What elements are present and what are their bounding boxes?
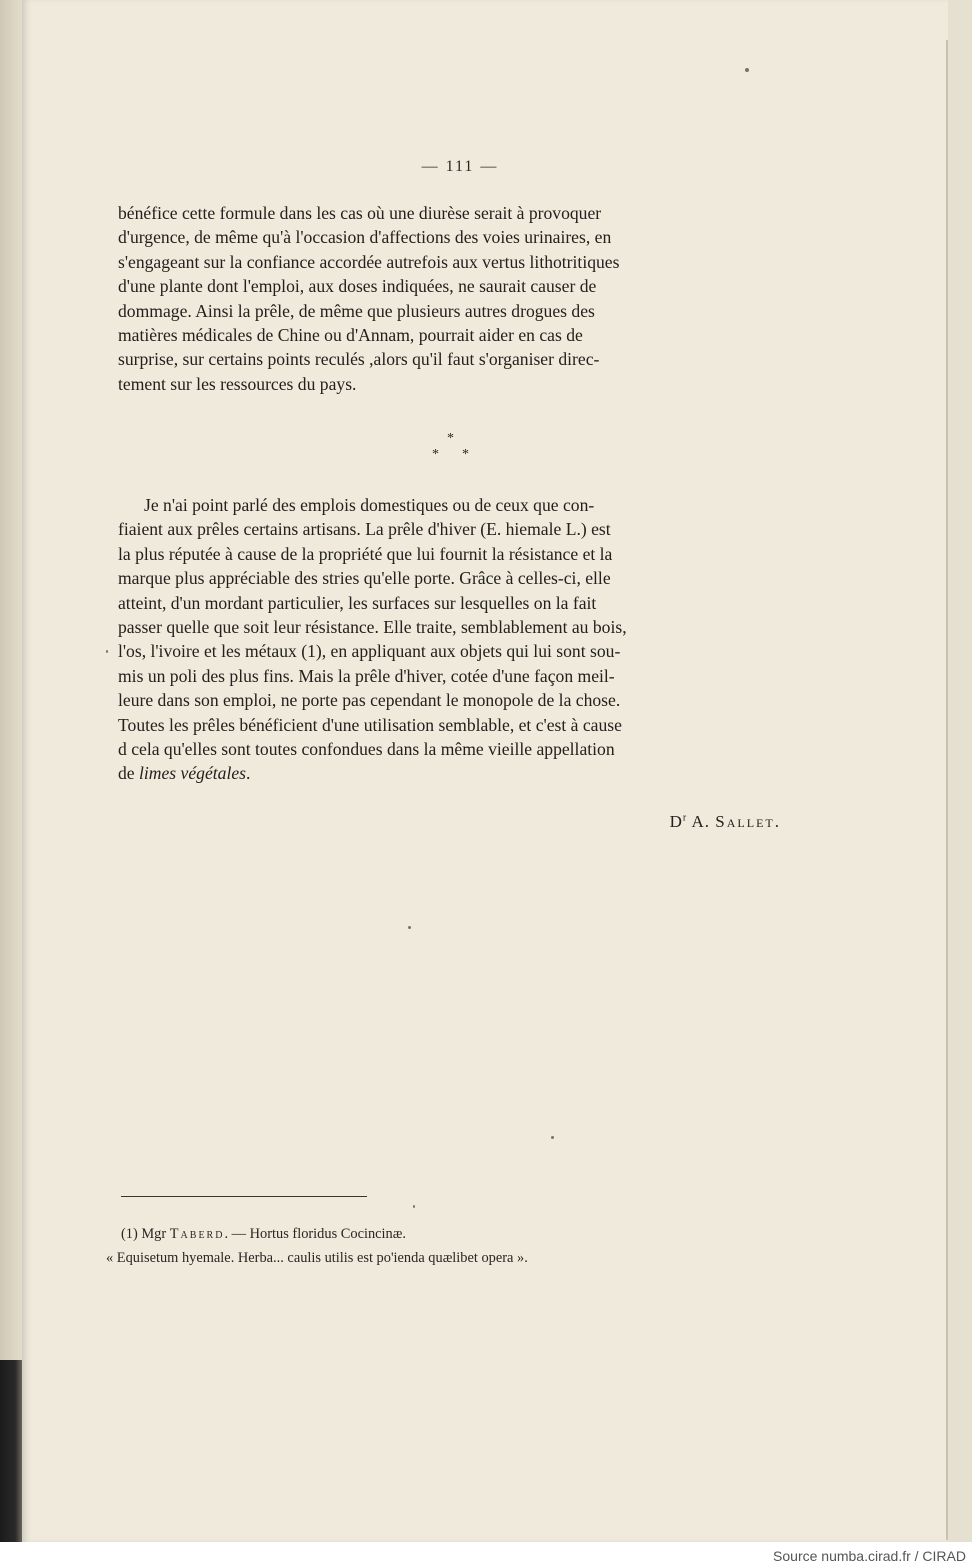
asterism-star-left: * (432, 447, 439, 462)
book-spine (0, 0, 24, 1542)
paper-speck (551, 1136, 554, 1139)
page-edge-strip (948, 0, 972, 1542)
paragraph-2-last-prefix: de (118, 763, 140, 784)
section-asterism (428, 432, 476, 462)
footnote-1-author: Taberd (169, 1226, 225, 1242)
asterism-star-top: * (447, 431, 454, 446)
footnote-separator (121, 1196, 367, 1197)
footnote-1-text: . — Hortus floridus Cocincinæ. (224, 1226, 406, 1242)
signature-name: Sallet (715, 812, 775, 831)
paragraph-1: bénéfice cette formule dans les cas où une diurèse serait à provoquer d'urgence, de même qu'à l'occasion d'affections des voies urinaires, en s'engageant sur la confiance accordée autrefois aux vertus lithotritiques d'une plante dont l'emploi, aux doses indiquées, ne saurait causer de dommage. Ainsi la prêle, de même que plusieurs autres drogues des matières médicales de Chine ou d'Annam, pourrait aider en cas de surprise, sur certains points reculés ,alors qu'il faut s'organiser direc- tement sur les ressources du pays. (118, 203, 620, 394)
paper-speck (408, 926, 411, 929)
signature-period: . (774, 812, 780, 831)
source-caption: Source numba.cirad.fr / CIRAD (773, 1548, 966, 1564)
paragraph-2-lines: Je n'ai point parlé des emplois domestiques ou de ceux que con- fiaient aux prêles certains artisans. La prêle d'hiver (E. hiemale L.) est la plus réputée à cause de la propriété que lui fournit la résistance et la marque plus appréciable des stries qu'elle porte. Grâce à celles-ci, elle atteint, d'un mordant particulier, les surfaces sur lesquelles on la fait passer quelle que soit leur résistance. Elle traite, semblablement au bois, l'os, l'ivoire et les métaux (1), en appliquant aux objets qui lui sont sou- mis un poli des plus fins. Mais la prêle d'hiver, cotée d'une façon meil- leure dans son emploi, ne porte pas cependant le monopole de la chose. Toutes les prêles bénéficient d'une utilisation semblable, et c'est à cause d cela qu'elles sont toutes confondues dans la même vieille appellation (118, 495, 627, 760)
author-signature (560, 812, 780, 832)
italic-term: limes végétales (139, 763, 247, 784)
footnote-2: « Equisetum hyemale. Herba... caulis utilis est po'ienda quælibet opera ». (106, 1250, 528, 1266)
asterism-star-right: * (462, 447, 469, 462)
paper-speck (413, 1205, 415, 1208)
signature-initial: A. (687, 812, 716, 831)
book-spine-shadow (0, 1360, 22, 1542)
paper-speck (745, 68, 749, 72)
paragraph-2-last-suffix: . (246, 763, 251, 784)
page-number: — 111 — (421, 158, 499, 175)
paper-speck (106, 650, 108, 653)
signature-title-superscript: r (682, 812, 688, 824)
signature-title: D (669, 812, 683, 831)
paragraph-2 (118, 493, 780, 786)
footnote-1 (121, 1224, 821, 1244)
footnote-1-marker: (1) Mgr (121, 1226, 170, 1242)
